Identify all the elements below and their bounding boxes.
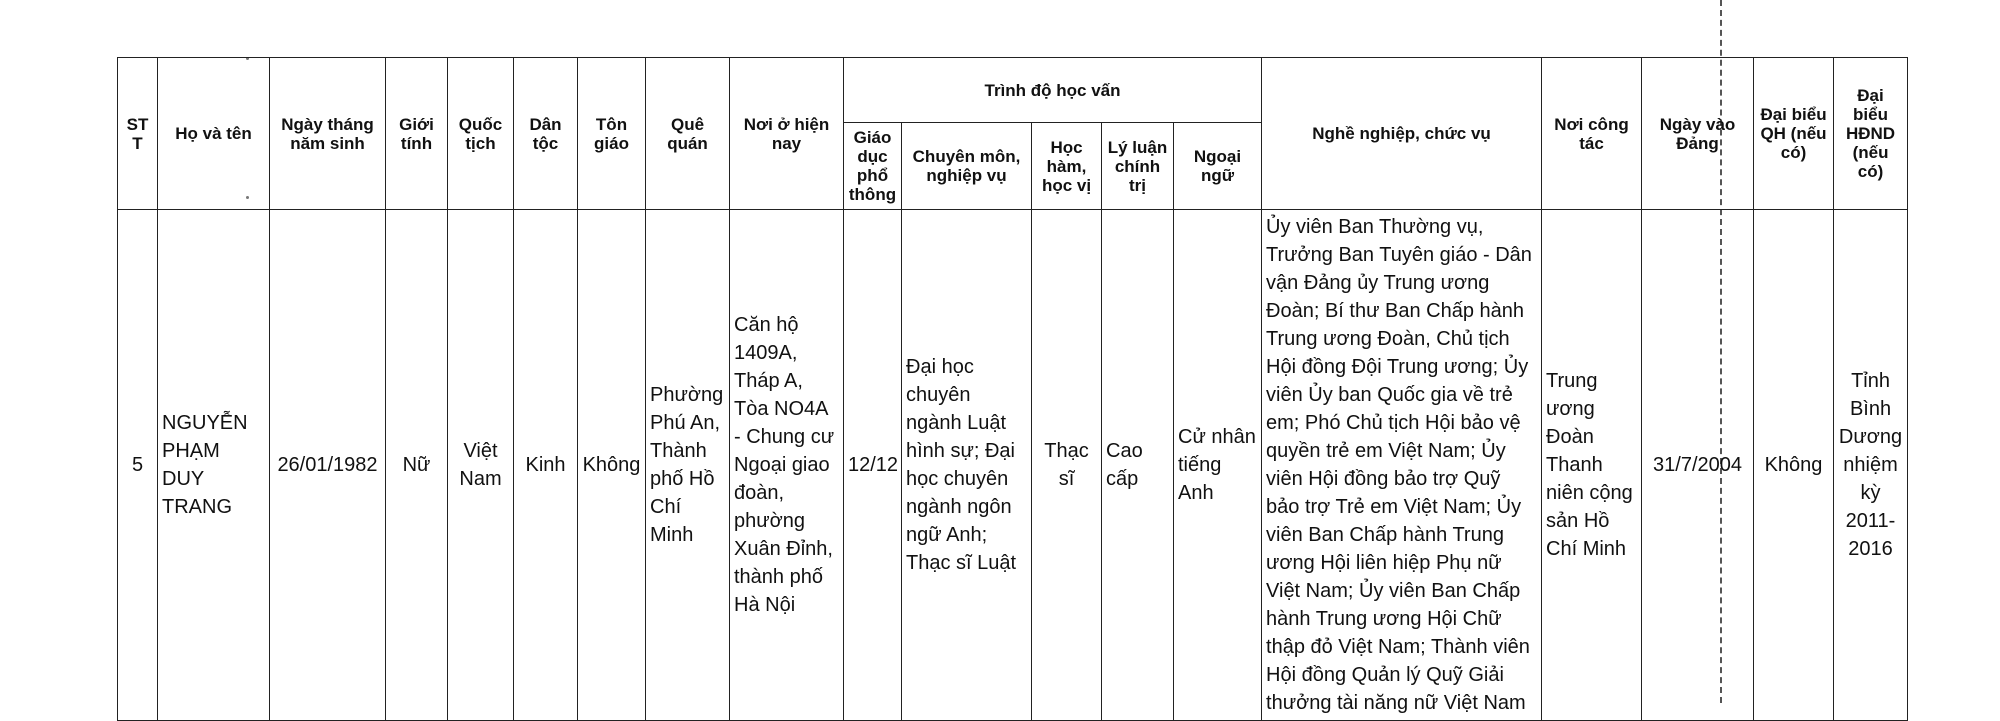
cell-occupation: Ủy viên Ban Thường vụ, Trưởng Ban Tuyên giáo - Dân vận Đảng ủy Trung ương Đoàn; Bí thư Ban Chấp hành Trung ương Đoàn, Chủ tịch Hội đồng Đội Trung ương; Ủy viên Ủy ban Quốc gia về trẻ em; Phó Chủ tịch Hội bảo vệ quyền trẻ em Việt Nam; Ủy viên Hội đồng bảo trợ Quỹ bảo trợ Trẻ em Việt Nam; Ủy viên Ban Chấp hành Trung ương Hội liên hiệp Phụ nữ Việt Nam; Ủy viên Ban Chấp hành Trung ương Hội Chữ thập đỏ Việt Nam; Thành viên Hội đồng Quản lý Quỹ Giải thưởng tài năng nữ Việt Nam (1262, 210, 1542, 721)
header-education-group: Trình độ học vấn (844, 58, 1262, 123)
header-gender: Giới tính (386, 58, 448, 210)
cell-specialty: Đại học chuyên ngành Luật hình sự; Đại học chuyên ngành ngôn ngữ Anh; Thạc sĩ Luật (902, 210, 1032, 721)
header-ethnicity: Dân tộc (514, 58, 578, 210)
cell-general-edu: 12/12 (844, 210, 902, 721)
cell-ethnicity: Kinh (514, 210, 578, 721)
cell-council-delegate: Tỉnh Bình Dương nhiệm kỳ 2011-2016 (1834, 210, 1908, 721)
cell-degree: Thạc sĩ (1032, 210, 1102, 721)
header-general-edu: Giáo dục phổ thông (844, 123, 902, 210)
header-residence: Nơi ở hiện nay (730, 58, 844, 210)
cell-hometown: Phường Phú An, Thành phố Hồ Chí Minh (646, 210, 730, 721)
cell-party-date: 31/7/2004 (1642, 210, 1754, 721)
cell-language: Cử nhân tiếng Anh (1174, 210, 1262, 721)
table-row (118, 210, 1908, 721)
cell-politics: Cao cấp (1102, 210, 1174, 721)
cell-nationality: Việt Nam (448, 210, 514, 721)
cell-religion: Không (578, 210, 646, 721)
header-party-date: Ngày vào Đảng (1642, 58, 1754, 210)
cell-stt: 5 (118, 210, 158, 721)
header-workplace: Nơi công tác (1542, 58, 1642, 210)
header-council-delegate: Đại biểu HĐND (nếu có) (1834, 58, 1908, 210)
header-politics: Lý luận chính trị (1102, 123, 1174, 210)
header-name: Họ và tên (158, 58, 270, 210)
cell-workplace: Trung ương Đoàn Thanh niên cộng sản Hồ Chí Minh (1542, 210, 1642, 721)
header-na-delegate: Đại biểu QH (nếu có) (1754, 58, 1834, 210)
header-religion: Tôn giáo (578, 58, 646, 210)
cell-gender: Nữ (386, 210, 448, 721)
cell-dob: 26/01/1982 (270, 210, 386, 721)
header-row-1 (118, 58, 1908, 123)
header-stt: ST T (118, 58, 158, 210)
header-hometown: Quê quán (646, 58, 730, 210)
header-language: Ngoại ngữ (1174, 123, 1262, 210)
cell-residence: Căn hộ 1409A, Tháp A, Tòa NO4A - Chung cư Ngoại giao đoàn, phường Xuân Đỉnh, thành phố Hà Nội (730, 210, 844, 721)
header-dob: Ngày tháng năm sinh (270, 58, 386, 210)
header-nationality: Quốc tịch (448, 58, 514, 210)
header-occupation: Nghề nghiệp, chức vụ (1262, 58, 1542, 210)
cell-name: NGUYỄN PHẠM DUY TRANG (158, 210, 270, 721)
cell-na-delegate: Không (1754, 210, 1834, 721)
header-specialty: Chuyên môn, nghiệp vụ (902, 123, 1032, 210)
candidate-table (117, 57, 1908, 721)
header-degree: Học hàm, học vị (1032, 123, 1102, 210)
